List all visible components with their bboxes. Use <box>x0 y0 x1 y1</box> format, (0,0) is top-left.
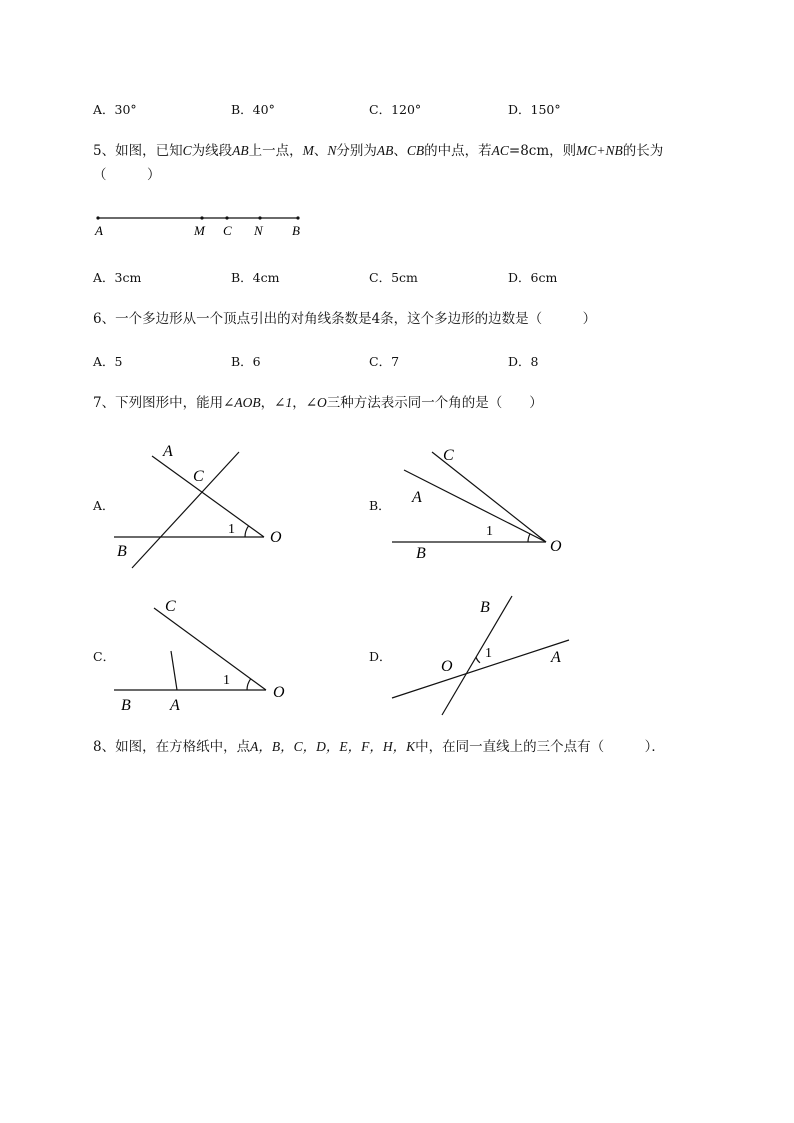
q5-t1: 为线段 <box>191 143 233 159</box>
label-b: B <box>292 223 300 238</box>
q5-t4: 的中点，若 <box>424 143 492 159</box>
q5-var-ac: AC <box>491 143 509 158</box>
fig-c-label-b: B <box>121 697 131 714</box>
q5-t5: =8cm，则 <box>508 143 577 159</box>
fig-c-label-1: 1 <box>223 673 230 688</box>
fig-a-label-a: A <box>163 443 173 460</box>
label-m: M <box>194 223 205 238</box>
q5-var-ab2: AB <box>376 143 394 158</box>
q5-var-m: M <box>302 143 314 158</box>
q8-prefix: 8、如图，在方格纸中，点 <box>93 739 251 755</box>
q7-sep1: ， <box>260 395 275 411</box>
fig-b-label-c: C <box>443 447 454 464</box>
q5-sep1: 、 <box>313 143 328 159</box>
fig-d-label-1: 1 <box>485 646 492 661</box>
q7-sep2: ， <box>292 395 306 411</box>
label-n: N <box>254 223 263 238</box>
fig-c-label-c: C <box>165 598 176 615</box>
fig-b-label-o: O <box>550 538 562 555</box>
q4-option-a[interactable]: A．30° <box>93 102 137 117</box>
q6-option-a[interactable]: A．5 <box>93 354 123 369</box>
q7-option-b[interactable]: B． <box>369 498 391 513</box>
fig-b-angle-arc <box>528 534 530 542</box>
fig-a-label-c: C <box>193 468 204 485</box>
fig-a-label-o: O <box>270 529 282 546</box>
label-a: A <box>95 223 103 238</box>
q6-option-c[interactable]: C．7 <box>369 354 400 369</box>
q7-angle-1: ∠1 <box>274 395 293 410</box>
q5-var-ab: AB <box>232 143 249 158</box>
q7-angle-o: ∠O <box>305 395 327 410</box>
q4-option-c[interactable]: C．120° <box>369 102 422 117</box>
q5-var-n: N <box>327 143 337 158</box>
q6-question-text: 6、一个多边形从一个顶点引出的对角线条数是4条，这个多边形的边数是（ ） <box>93 311 597 327</box>
fig-b-label-b: B <box>416 545 426 562</box>
q7-option-d[interactable]: D． <box>369 649 392 664</box>
q5-t6: 的长为 <box>622 143 664 159</box>
q8-question-text <box>93 738 665 756</box>
fig-c-label-o: O <box>273 684 285 701</box>
fig-b-ray-oa <box>404 470 546 542</box>
q5-var-c: C <box>182 143 192 158</box>
q5-option-c[interactable]: C．5cm <box>369 270 418 285</box>
q5-option-a[interactable]: A．3cm <box>93 270 142 285</box>
q5-answer-paren: （ ） <box>93 167 161 183</box>
fig-a-ray-oa <box>152 456 264 537</box>
q7-figure-c <box>114 608 266 690</box>
fig-d-label-b: B <box>480 599 490 616</box>
fig-c-angle-arc <box>247 679 251 690</box>
fig-d-angle-arc <box>476 658 480 663</box>
q7-angle-aob: ∠AOB <box>223 395 261 410</box>
q5-option-b[interactable]: B．4cm <box>231 270 280 285</box>
fig-c-ray-a <box>171 651 177 690</box>
fig-b-label-a: A <box>412 489 422 506</box>
fig-a-angle-arc <box>245 526 249 537</box>
q5-t3: 分别为 <box>336 143 377 159</box>
fig-a-transversal <box>132 452 239 568</box>
fig-d-label-o: O <box>441 658 453 675</box>
q5-option-d[interactable]: D．6cm <box>508 270 558 285</box>
q6-option-b[interactable]: B．6 <box>231 354 261 369</box>
q8-t1: 中，在同一直线上的三个点有（ ）． <box>415 739 665 755</box>
q5-prefix: 5、如图，已知 <box>93 143 183 159</box>
fig-c-ray-oc <box>154 608 266 690</box>
fig-a-label-b: B <box>117 543 127 560</box>
q7-figure-a <box>114 452 264 568</box>
q7-option-a[interactable]: A． <box>93 498 115 513</box>
q5-sep2: 、 <box>393 143 407 159</box>
q5-var-mcnb: MC+NB <box>576 143 623 158</box>
label-c: C <box>223 223 232 238</box>
q4-option-b[interactable]: B．40° <box>231 102 275 117</box>
fig-a-label-1: 1 <box>228 522 235 537</box>
q5-t2: 上一点， <box>248 143 303 159</box>
fig-b-label-1: 1 <box>486 524 493 539</box>
q7-prefix: 7、下列图形中，能用 <box>93 395 224 411</box>
q5-var-cb: CB <box>406 143 425 158</box>
q7-t1: 三种方法表示同一个角的是（ ） <box>326 395 543 411</box>
fig-d-line-ob <box>442 596 512 715</box>
q6-option-d[interactable]: D．8 <box>508 354 539 369</box>
fig-c-label-a: A <box>170 697 180 714</box>
q8-points: A，B，C，D，E，F，H，K <box>250 739 416 754</box>
q7-option-c[interactable]: C． <box>93 649 116 664</box>
fig-d-label-a: A <box>551 649 561 666</box>
q4-option-d[interactable]: D．150° <box>508 102 561 117</box>
